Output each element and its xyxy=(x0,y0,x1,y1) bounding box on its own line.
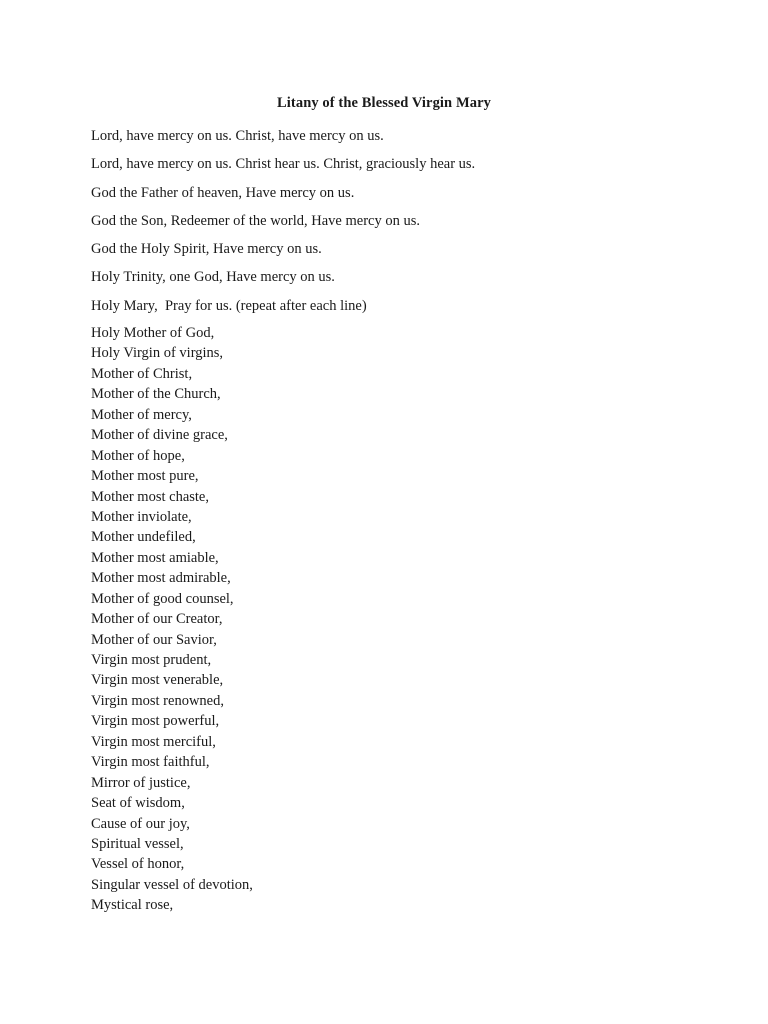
prayer-line: Holy Trinity, one God, Have mercy on us. xyxy=(91,269,335,286)
invocation-line: Virgin most powerful, xyxy=(91,713,220,730)
invocation-line: Seat of wisdom, xyxy=(91,795,185,812)
prayer-line: Holy Mary, Pray for us. (repeat after each line) xyxy=(91,297,367,314)
invocation-line: Holy Mother of God, xyxy=(91,325,215,341)
invocation-line: Mother of the Church, xyxy=(91,386,221,403)
invocation-line: Virgin most faithful, xyxy=(91,754,210,771)
invocation-line: Mother most pure, xyxy=(91,468,199,485)
invocation-line: Mother undefiled, xyxy=(91,529,196,546)
opening-prayers xyxy=(91,126,711,324)
prayer-line: God the Holy Spirit, Have mercy on us. xyxy=(91,241,322,258)
invocation-line: Vessel of honor, xyxy=(91,856,185,873)
invocation-line: Virgin most prudent, xyxy=(91,652,212,668)
prayer-line: Lord, have mercy on us. Christ hear us. Christ, graciously hear us. xyxy=(91,156,476,173)
invocation-line: Mother of mercy, xyxy=(91,406,192,423)
invocation-line: Holy Virgin of virgins, xyxy=(91,345,224,362)
invocation-line: Mother most chaste, xyxy=(91,488,209,505)
invocation-line: Mother of good counsel, xyxy=(91,590,234,607)
prayer-line: God the Father of heaven, Have mercy on us. xyxy=(91,184,355,201)
invocation-line: Mirror of justice, xyxy=(91,774,191,791)
document-title: Litany of the Blessed Virgin Mary xyxy=(277,95,491,111)
invocation-line: Virgin most venerable, xyxy=(91,672,224,689)
invocation-line: Mother of hope, xyxy=(91,447,185,464)
invocation-line: Cause of our joy, xyxy=(91,815,190,832)
invocation-line: Virgin most renowned, xyxy=(91,692,224,709)
invocation-line: Mother most admirable, xyxy=(91,570,231,587)
invocation-line: Mother of Christ, xyxy=(91,365,193,382)
invocation-line: Mother of our Creator, xyxy=(91,611,223,628)
invocation-line: Virgin most merciful, xyxy=(91,733,216,750)
invocation-line: Spiritual vessel, xyxy=(91,835,184,852)
invocation-line: Mother of divine grace, xyxy=(91,427,228,444)
invocation-line: Mother inviolate, xyxy=(91,508,192,525)
invocation-line: Mother most amiable, xyxy=(91,549,219,566)
invocation-list xyxy=(91,323,711,916)
invocation-line: Singular vessel of devotion, xyxy=(91,876,253,893)
invocation-line: Mystical rose, xyxy=(91,897,174,914)
prayer-line: Lord, have mercy on us. Christ, have mercy on us. xyxy=(91,128,384,144)
invocation-line: Mother of our Savior, xyxy=(91,631,217,648)
prayer-line: God the Son, Redeemer of the world, Have mercy on us. xyxy=(91,212,420,229)
